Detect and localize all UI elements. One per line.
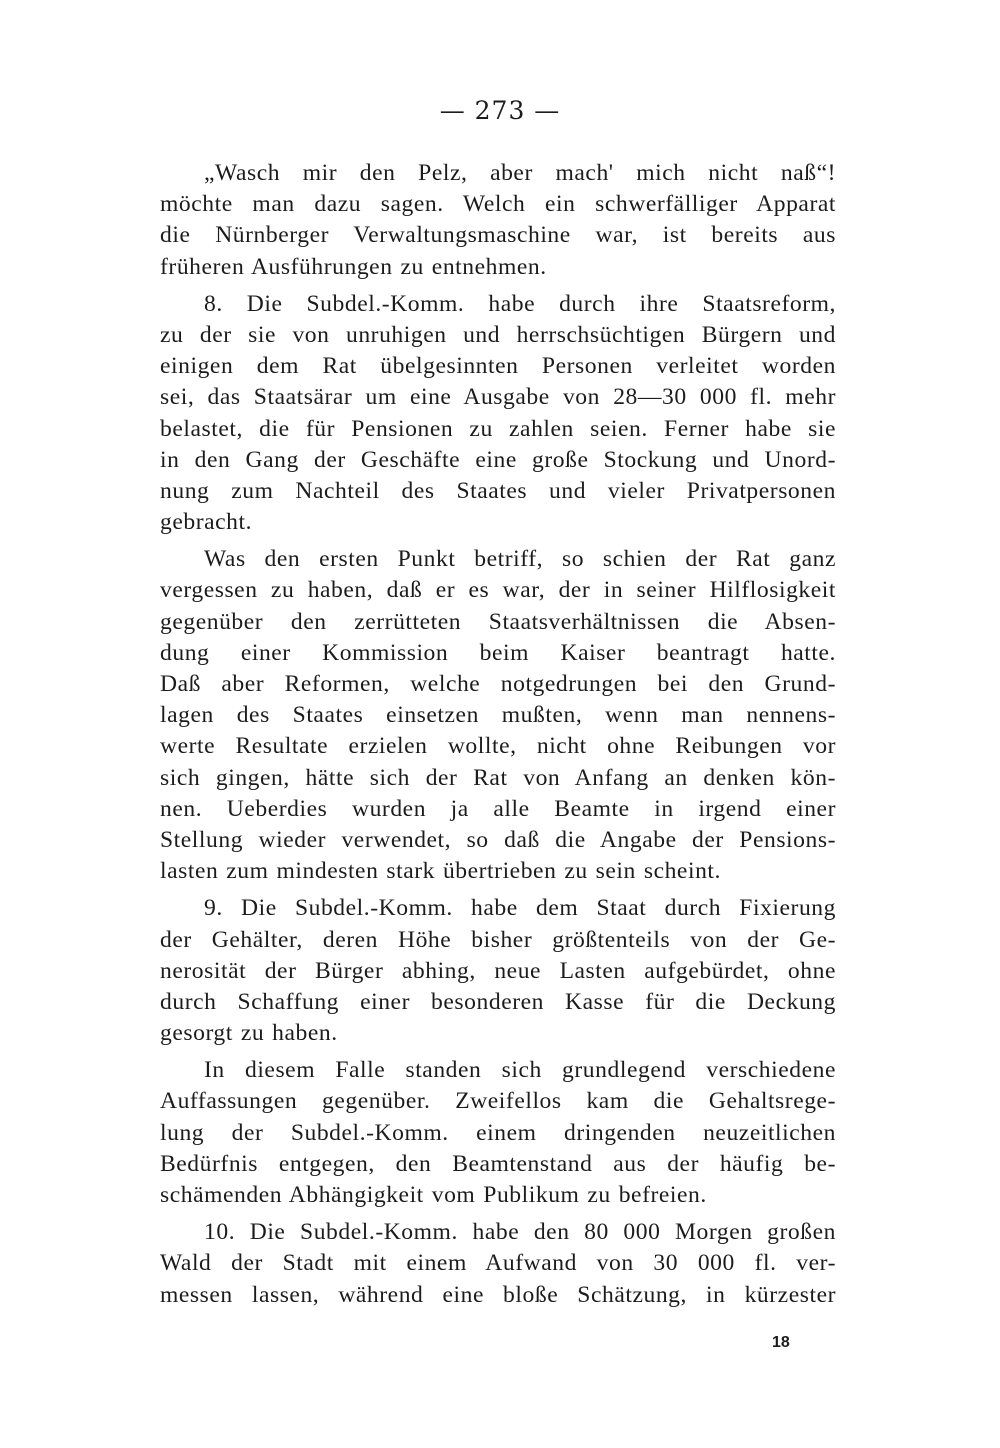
text-line: möchte man dazu sagen. Welch ein schwerfälliger Apparat bbox=[160, 191, 836, 218]
text-line: der Gehälter, deren Höhe bisher größtenteils von der Ge- bbox=[160, 926, 836, 953]
text-line: sich gingen, hätte sich der Rat von Anfang an denken kön- bbox=[160, 764, 836, 791]
text-line: dung einer Kommission beim Kaiser beantragt hatte. bbox=[160, 639, 836, 666]
text-line: vergessen zu haben, daß er es war, der in seiner Hilflosigkeit bbox=[160, 577, 836, 604]
text-line: in den Gang der Geschäfte eine große Stockung und Unord- bbox=[160, 446, 836, 473]
paragraph-6 bbox=[160, 1217, 836, 1311]
paragraph-5 bbox=[160, 1055, 836, 1211]
text-line: gegenüber den zerrütteten Staatsverhältnissen die Absen- bbox=[160, 608, 836, 635]
text-line: Stellung wieder verwendet, so daß die Angabe der Pensions- bbox=[160, 826, 836, 853]
text-line: belastet, die für Pensionen zu zahlen seien. Ferner habe sie bbox=[160, 415, 836, 442]
text-line: früheren Ausführungen zu entnehmen. bbox=[160, 253, 547, 280]
text-line: In diesem Falle standen sich grundlegend verschiedene bbox=[204, 1057, 836, 1084]
text-line: gebracht. bbox=[160, 509, 253, 536]
text-line: Was den ersten Punkt betriff, so schien der Rat ganz bbox=[204, 546, 836, 573]
paragraph-4 bbox=[160, 893, 836, 1049]
text-line: 9. Die Subdel.-Komm. habe dem Staat durch Fixierung bbox=[204, 895, 836, 922]
text-line: durch Schaffung einer besonderen Kasse für die Deckung bbox=[160, 988, 836, 1015]
signature-mark: 18 bbox=[772, 1334, 790, 1351]
text-line: schämenden Abhängigkeit vom Publikum zu befreien. bbox=[160, 1182, 707, 1208]
text-line: lagen des Staates einsetzen mußten, wenn man nennens- bbox=[160, 702, 836, 729]
text-line: Bedürfnis entgegen, den Beamtenstand aus der häufig be- bbox=[160, 1150, 836, 1177]
text-line: zu der sie von unruhigen und herrschsüchtigen Bürgern und bbox=[160, 321, 836, 348]
text-line: werte Resultate erzielen wollte, nicht ohne Reibungen vor bbox=[160, 733, 836, 760]
text-line: nerosität der Bürger abhing, neue Lasten aufgebürdet, ohne bbox=[160, 957, 836, 984]
text-line: sei, das Staatsärar um eine Ausgabe von 28—30 000 fl. mehr bbox=[160, 384, 836, 411]
text-line: die Nürnberger Verwaltungsmaschine war, ist bereits aus bbox=[160, 222, 836, 249]
text-line: gesorgt zu haben. bbox=[160, 1020, 338, 1047]
text-line: „Wasch mir den Pelz, aber mach' mich nicht naß“! bbox=[204, 160, 836, 186]
paragraph-3 bbox=[160, 544, 836, 887]
text-line: Daß aber Reformen, welche notgedrungen bei den Grund- bbox=[160, 671, 836, 697]
text-line: einigen dem Rat übelgesinnten Personen verleitet worden bbox=[160, 353, 836, 380]
text-line: lasten zum mindesten stark übertrieben zu sein scheint. bbox=[160, 858, 721, 885]
text-line: lung der Subdel.-Komm. einem dringenden neuzeitlichen bbox=[160, 1119, 836, 1146]
body-text bbox=[160, 158, 836, 1311]
text-line: messen lassen, während eine bloße Schätzung, in kürzester bbox=[160, 1281, 836, 1308]
text-line: 10. Die Subdel.-Komm. habe den 80 000 Morgen großen bbox=[204, 1219, 836, 1246]
text-line: 8. Die Subdel.-Komm. habe durch ihre Staatsreform, bbox=[204, 290, 836, 317]
text-line: Auffassungen gegenüber. Zweifellos kam die Gehaltsrege- bbox=[160, 1088, 836, 1115]
paragraph-1 bbox=[160, 158, 836, 283]
text-line: Wald der Stadt mit einem Aufwand von 30 000 fl. ver- bbox=[160, 1250, 836, 1277]
text-line: nen. Ueberdies wurden ja alle Beamte in irgend einer bbox=[160, 795, 836, 822]
paragraph-2 bbox=[160, 289, 836, 539]
page-number: — 273 — bbox=[439, 96, 561, 125]
text-line: nung zum Nachteil des Staates und vieler Privatpersonen bbox=[160, 477, 836, 504]
